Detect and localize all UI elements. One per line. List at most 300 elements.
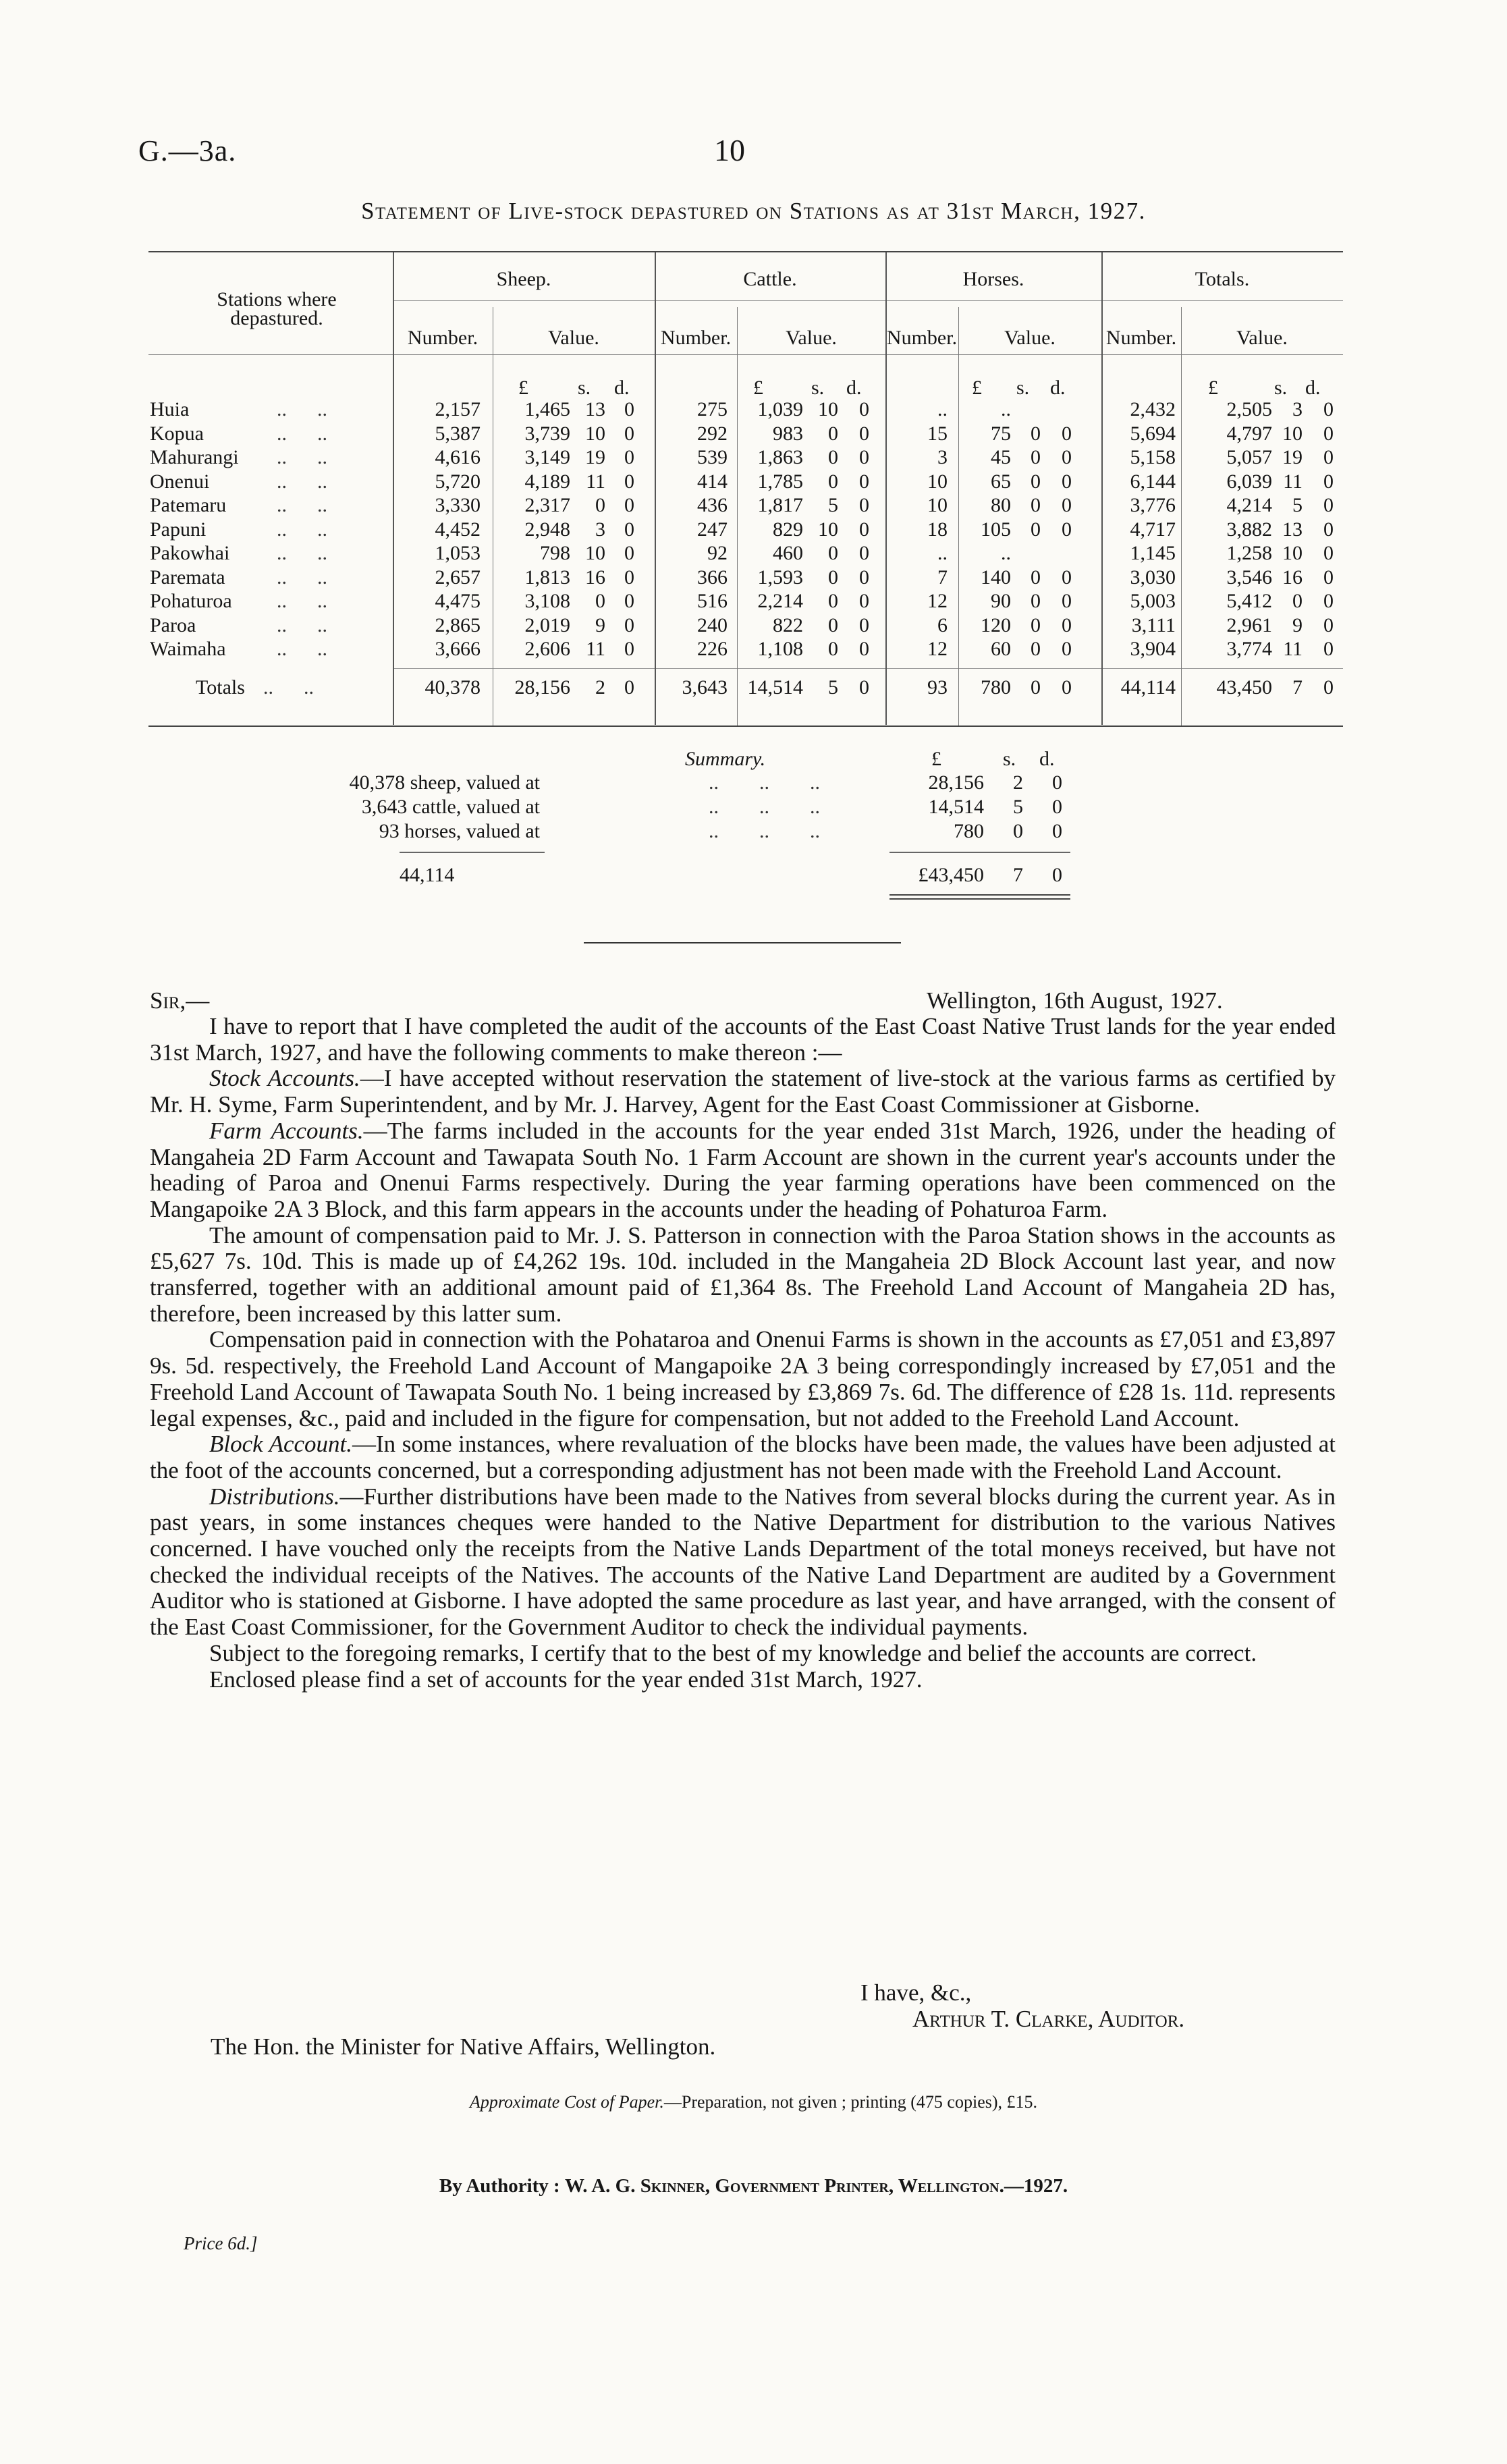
horses-d-cell: 0 xyxy=(1062,494,1072,516)
total-l-cell: 6,039 xyxy=(1226,470,1272,493)
horses-s-cell: 0 xyxy=(1031,518,1041,541)
sheep-s-cell: 2 xyxy=(595,676,605,699)
cattle-s-head: s. xyxy=(811,377,825,399)
total-n-cell: 1,145 xyxy=(1130,542,1176,564)
total-s-cell: 11 xyxy=(1283,638,1303,660)
cattle-d-cell: 0 xyxy=(859,518,869,541)
authority-text: W. A. G. Skinner, Government Printer, Wellington.—1927. xyxy=(564,2175,1068,2197)
leader-dots: .. .. .. xyxy=(709,820,820,842)
cattle-l-cell: 2,214 xyxy=(757,590,803,612)
horses-s-cell: 0 xyxy=(1031,676,1041,699)
sheep-d-cell: 0 xyxy=(624,422,634,445)
sheep-l-cell: 798 xyxy=(540,542,570,564)
totals-top-rule xyxy=(393,668,1343,669)
cattle-l-cell: 460 xyxy=(773,542,803,564)
horses-n-cell: 93 xyxy=(927,676,948,699)
cost-note xyxy=(0,2092,1507,2112)
printer-authority xyxy=(0,2175,1507,2197)
paragraph: The amount of compensation paid to Mr. J. S. Patterson in connection with the Paroa Station shows in the accounts as £5,627 7s. 10d. This is made up of £4,262 19s. 10d. included in the Mangaheia 2D Block Account last year, and now transferred, together with an additional amount paid of £1,364 8s. The Freehold Land Account of Mangaheia 2D has, therefore, been increased by this latter sum. xyxy=(150,1222,1336,1327)
total-d-cell: 0 xyxy=(1323,398,1334,420)
station-name: Paremata xyxy=(150,566,225,588)
horses-n-cell: 15 xyxy=(927,422,948,445)
leader-dots: .. .. xyxy=(277,613,327,636)
total-s-cell: 5 xyxy=(1292,494,1303,516)
horses-l-cell: .. xyxy=(1001,398,1011,420)
leader-dots: .. .. .. xyxy=(709,771,820,794)
horses-d-cell: 0 xyxy=(1062,676,1072,699)
cattle-n-cell: 247 xyxy=(697,518,728,541)
horses-n-cell: 12 xyxy=(927,638,948,660)
sheep-s-cell: 0 xyxy=(595,590,605,612)
cattle-l-cell: 1,817 xyxy=(757,494,803,516)
summary-title: Summary. xyxy=(685,748,766,770)
cattle-s-cell: 10 xyxy=(818,398,838,420)
sheep-n-cell: 3,666 xyxy=(435,638,481,660)
sheep-s-cell: 11 xyxy=(586,638,605,660)
sheep-s-cell: 11 xyxy=(586,470,605,493)
cattle-l-cell: 983 xyxy=(773,422,803,445)
page-number: 10 xyxy=(714,133,745,167)
summary-total-d: 0 xyxy=(1052,864,1062,886)
sheep-n-cell: 4,475 xyxy=(435,590,481,612)
sheep-s-cell: 16 xyxy=(585,566,605,588)
summary-line-pence: 0 xyxy=(1052,820,1062,842)
leader-dots: .. .. xyxy=(277,422,327,445)
total-s-cell: 10 xyxy=(1282,542,1303,564)
total-s-cell: 10 xyxy=(1282,422,1303,445)
sheep-l-cell: 2,019 xyxy=(524,613,570,636)
paragraph xyxy=(150,1431,1336,1483)
sheep-s-cell: 19 xyxy=(585,446,605,468)
sheep-d-cell: 0 xyxy=(624,613,634,636)
station-name: Pohaturoa xyxy=(150,590,232,612)
total-d-cell: 0 xyxy=(1323,638,1334,660)
horses-s-cell: 0 xyxy=(1031,638,1041,660)
horses-d-cell: 0 xyxy=(1062,422,1072,445)
station-name: Onenui xyxy=(150,470,210,493)
total-l-cell: 3,546 xyxy=(1226,566,1272,588)
total-n-cell: 5,158 xyxy=(1130,446,1176,468)
sheep-s-cell: 13 xyxy=(585,398,605,420)
horses-n-cell: .. xyxy=(937,398,948,420)
document-reference: G.—3a. xyxy=(138,134,237,167)
sub-number: Number. xyxy=(660,327,732,349)
total-d-cell: 0 xyxy=(1323,518,1334,541)
section-separator xyxy=(584,942,901,943)
total-n-cell: 3,030 xyxy=(1130,566,1176,588)
total-s-cell: 7 xyxy=(1292,676,1303,699)
sheep-n-cell: 5,720 xyxy=(435,470,481,493)
paragraph-heading: Stock Accounts. xyxy=(209,1065,360,1092)
total-l-cell: 2,961 xyxy=(1226,613,1272,636)
price: Price 6d.] xyxy=(184,2233,258,2253)
leader-dots: .. .. xyxy=(277,398,327,420)
summary-double-rule xyxy=(889,898,1070,900)
horses-l-cell: 60 xyxy=(991,638,1011,660)
horses-pound-head: £ xyxy=(972,377,982,399)
summary-line-pounds: 14,514 xyxy=(928,796,984,818)
total-l-cell: 3,882 xyxy=(1226,518,1272,541)
total-s-cell: 9 xyxy=(1292,613,1303,636)
cattle-l-cell: 1,108 xyxy=(757,638,803,660)
horses-n-cell: 3 xyxy=(937,446,948,468)
cattle-d-cell: 0 xyxy=(859,494,869,516)
total-d-head: d. xyxy=(1305,377,1321,399)
station-name: Waimaha xyxy=(150,638,226,660)
cattle-n-cell: 3,643 xyxy=(682,676,728,699)
sub-value: Value. xyxy=(1236,327,1288,349)
horses-d-cell: 0 xyxy=(1062,566,1072,588)
horses-s-cell: 0 xyxy=(1031,566,1041,588)
sheep-s-cell: 10 xyxy=(585,542,605,564)
total-l-cell: 2,505 xyxy=(1226,398,1272,420)
sheep-l-cell: 3,108 xyxy=(524,590,570,612)
total-n-cell: 6,144 xyxy=(1130,470,1176,493)
leader-dots: .. .. xyxy=(277,638,327,660)
cattle-l-cell: 1,863 xyxy=(757,446,803,468)
header-bottom-rule xyxy=(148,354,1343,355)
sub-number: Number. xyxy=(886,327,958,349)
total-pound-head: £ xyxy=(1208,377,1218,399)
horses-l-cell: 105 xyxy=(981,518,1011,541)
station-name: Pakowhai xyxy=(150,542,230,564)
cattle-d-cell: 0 xyxy=(859,542,869,564)
horses-s-cell: 0 xyxy=(1031,613,1041,636)
header-stations: Stations where depastured. xyxy=(217,288,337,329)
sheep-l-cell: 4,189 xyxy=(524,470,570,493)
horses-n-cell: 18 xyxy=(927,518,948,541)
header-sheep: Sheep. xyxy=(496,268,551,290)
sub-number: Number. xyxy=(1105,327,1177,349)
total-s-cell: 0 xyxy=(1292,590,1303,612)
paragraph: Enclosed please find a set of accounts for the year ended 31st March, 1927. xyxy=(209,1666,923,1693)
total-n-cell: 2,432 xyxy=(1130,398,1176,420)
leader-dots: .. .. xyxy=(263,676,314,699)
cattle-n-cell: 240 xyxy=(697,613,728,636)
sheep-n-cell: 2,157 xyxy=(435,398,481,420)
cattle-d-cell: 0 xyxy=(859,470,869,493)
paragraph: Compensation paid in connection with the Pohataroa and Onenui Farms is shown in the accounts as £7,051 and £3,897 9s. 5d. respectively, the Freehold Land Account of Mangapoike 2A 3 being correspondingly increased by £7,051 and the Freehold Land Account of Tawapata South No. 1 being increased by £3,869 7s. 6d. The difference of £28 1s. 11d. represents legal expenses, &c., paid and included in the figure for compensation, but not added to the Freehold Land Account. xyxy=(150,1326,1336,1431)
cattle-n-cell: 436 xyxy=(697,494,728,516)
total-l-cell: 5,412 xyxy=(1226,590,1272,612)
horses-n-cell: 12 xyxy=(927,590,948,612)
cattle-s-cell: 10 xyxy=(818,518,838,541)
summary-s-head: s. xyxy=(1003,748,1016,770)
sheep-n-cell: 5,387 xyxy=(435,422,481,445)
sub-value: Value. xyxy=(786,327,837,349)
cattle-d-cell: 0 xyxy=(859,676,869,699)
summary-line-pence: 0 xyxy=(1052,796,1062,818)
place-date: Wellington, 16th August, 1927. xyxy=(927,987,1223,1014)
sheep-n-cell: 2,865 xyxy=(435,613,481,636)
summary-line-pence: 0 xyxy=(1052,771,1062,794)
horses-n-cell: 10 xyxy=(927,494,948,516)
paragraph-text: —In some instances, where revaluation of the blocks have been made, the values have been adjusted at the foot of the accounts concerned, but a corresponding adjustment has not been made with the Freehold Land Account. xyxy=(150,1431,1336,1483)
total-n-cell: 3,111 xyxy=(1131,613,1176,636)
cattle-n-cell: 92 xyxy=(707,542,728,564)
sheep-n-cell: 4,616 xyxy=(435,446,481,468)
sub-value: Value. xyxy=(1004,327,1056,349)
total-n-cell: 44,114 xyxy=(1120,676,1176,699)
leader-dots: .. .. xyxy=(277,494,327,516)
sheep-d-cell: 0 xyxy=(624,542,634,564)
paragraph-text: —I have accepted without reservation the statement of live-stock at the various farms as certified by Mr. H. Syme, Farm Superintendent, and by Mr. J. Harvey, Agent for the East Coast Commissioner at Gisborne. xyxy=(150,1065,1336,1118)
leader-dots: .. .. .. xyxy=(709,796,820,818)
cattle-pound-head: £ xyxy=(753,377,763,399)
paragraph-heading: Distributions. xyxy=(209,1483,340,1510)
total-d-cell: 0 xyxy=(1323,446,1334,468)
sheep-n-cell: 4,452 xyxy=(435,518,481,541)
total-n-cell: 3,904 xyxy=(1130,638,1176,660)
cattle-d-cell: 0 xyxy=(859,446,869,468)
total-s-cell: 19 xyxy=(1282,446,1303,468)
horses-d-cell: 0 xyxy=(1062,470,1072,493)
total-s-cell: 16 xyxy=(1282,566,1303,588)
horses-d-cell: 0 xyxy=(1062,613,1072,636)
cattle-n-cell: 516 xyxy=(697,590,728,612)
paragraph-heading: Farm Accounts. xyxy=(209,1117,364,1144)
horses-d-cell: 0 xyxy=(1062,590,1072,612)
horses-n-cell: 7 xyxy=(937,566,948,588)
sheep-d-cell: 0 xyxy=(624,470,634,493)
leader-dots: .. .. xyxy=(277,590,327,612)
total-l-cell: 4,797 xyxy=(1226,422,1272,445)
cattle-s-cell: 0 xyxy=(828,470,838,493)
total-l-cell: 43,450 xyxy=(1216,676,1272,699)
header-horses: Horses. xyxy=(962,268,1024,290)
total-n-cell: 5,694 xyxy=(1130,422,1176,445)
sheep-d-head: d. xyxy=(614,377,630,399)
cattle-s-cell: 5 xyxy=(828,494,838,516)
cattle-l-cell: 822 xyxy=(773,613,803,636)
sheep-s-cell: 9 xyxy=(595,613,605,636)
cattle-n-cell: 275 xyxy=(697,398,728,420)
horses-d-head: d. xyxy=(1050,377,1066,399)
leader-dots: .. .. xyxy=(277,542,327,564)
summary-total-number: 44,114 xyxy=(400,864,455,886)
total-d-cell: 0 xyxy=(1323,613,1334,636)
leader-dots: .. .. xyxy=(277,566,327,588)
cattle-s-cell: 0 xyxy=(828,638,838,660)
total-s-cell: 3 xyxy=(1292,398,1303,420)
horses-l-cell: 90 xyxy=(991,590,1011,612)
table-top-rule xyxy=(148,251,1343,252)
paragraph xyxy=(150,1118,1336,1223)
cattle-d-cell: 0 xyxy=(859,590,869,612)
cattle-n-cell: 539 xyxy=(697,446,728,468)
sheep-l-cell: 3,739 xyxy=(524,422,570,445)
leader-dots: .. .. xyxy=(277,518,327,541)
sheep-d-cell: 0 xyxy=(624,590,634,612)
summary-line-text: 40,378 sheep, valued at xyxy=(349,771,540,794)
sheep-d-cell: 0 xyxy=(624,446,634,468)
cattle-l-cell: 829 xyxy=(773,518,803,541)
cattle-n-cell: 292 xyxy=(697,422,728,445)
total-d-cell: 0 xyxy=(1323,494,1334,516)
total-s-cell: 13 xyxy=(1282,518,1303,541)
summary-rule-right xyxy=(889,852,1070,853)
sheep-s-cell: 3 xyxy=(595,518,605,541)
sheep-s-cell: 10 xyxy=(585,422,605,445)
summary-line-pounds: 780 xyxy=(954,820,984,842)
paragraph-text: —The farms included in the accounts for the year ended 31st March, 1926, under the heading of Mangaheia 2D Farm Account and Tawapata South No. 1 Farm Account are shown in the current year's accounts under the heading of Paroa and Onenui Farms respectively. During the year farming operations have been commenced on the Mangapoike 2A 3 Block, and this farm appears in the accounts under the heading of Pohaturoa Farm. xyxy=(150,1117,1336,1222)
horses-n-cell: 10 xyxy=(927,470,948,493)
cattle-s-cell: 0 xyxy=(828,566,838,588)
total-l-cell: 3,774 xyxy=(1226,638,1272,660)
cattle-l-cell: 1,593 xyxy=(757,566,803,588)
summary-line-shillings: 0 xyxy=(1013,820,1023,842)
horses-s-head: s. xyxy=(1016,377,1030,399)
horses-l-cell: 140 xyxy=(981,566,1011,588)
cattle-d-cell: 0 xyxy=(859,566,869,588)
horses-l-cell: 45 xyxy=(991,446,1011,468)
sheep-d-cell: 0 xyxy=(624,494,634,516)
station-name: Totals xyxy=(196,676,245,699)
summary-total-s: 7 xyxy=(1013,864,1023,886)
total-d-cell: 0 xyxy=(1323,470,1334,493)
horses-n-cell: .. xyxy=(937,542,948,564)
sheep-l-cell: 2,948 xyxy=(524,518,570,541)
header-cattle: Cattle. xyxy=(743,268,797,290)
horses-s-cell: 0 xyxy=(1031,590,1041,612)
cattle-n-cell: 226 xyxy=(697,638,728,660)
horses-l-cell: 80 xyxy=(991,494,1011,516)
total-s-cell: 11 xyxy=(1283,470,1303,493)
horses-l-cell: 75 xyxy=(991,422,1011,445)
cattle-s-cell: 0 xyxy=(828,590,838,612)
cattle-n-cell: 366 xyxy=(697,566,728,588)
summary-total-value: £43,450 xyxy=(918,864,984,886)
cattle-s-cell: 5 xyxy=(828,676,838,699)
sheep-d-cell: 0 xyxy=(624,398,634,420)
table-bottom-rule xyxy=(148,725,1343,727)
cattle-n-cell: 414 xyxy=(697,470,728,493)
total-d-cell: 0 xyxy=(1323,566,1334,588)
station-name: Huia xyxy=(150,398,190,420)
total-s-head: s. xyxy=(1274,377,1288,399)
horses-s-cell: 0 xyxy=(1031,422,1041,445)
header-totals: Totals. xyxy=(1195,268,1250,290)
horses-s-cell: 0 xyxy=(1031,446,1041,468)
paragraph-text: —Further distributions have been made to the Natives from several blocks during the current year. As in past years, in some instances cheques were handed to the Native Department for distribution to the various Natives concerned. I have vouched only the receipts from the Native Lands Department of the total moneys received, but have not checked the individual receipts of the Natives. The accounts of the Native Land Department are audited by a Government Auditor who is stationed at Gisborne. I have adopted the same procedure as last year, and have arranged, with the consent of the East Coast Commissioner, for the Government Auditor to check the individual payments. xyxy=(150,1483,1336,1641)
sheep-d-cell: 0 xyxy=(624,676,634,699)
total-d-cell: 0 xyxy=(1323,542,1334,564)
paragraph-heading: Block Account. xyxy=(209,1431,353,1458)
total-n-cell: 3,776 xyxy=(1130,494,1176,516)
total-d-cell: 0 xyxy=(1323,422,1334,445)
sheep-l-cell: 28,156 xyxy=(514,676,570,699)
sheep-d-cell: 0 xyxy=(624,518,634,541)
horses-l-cell: 120 xyxy=(981,613,1011,636)
horses-d-cell: 0 xyxy=(1062,518,1072,541)
station-name: Papuni xyxy=(150,518,207,541)
cattle-d-head: d. xyxy=(846,377,862,399)
station-name: Kopua xyxy=(150,422,204,445)
horses-d-cell: 0 xyxy=(1062,638,1072,660)
sheep-n-cell: 1,053 xyxy=(435,542,481,564)
horses-s-cell: 0 xyxy=(1031,470,1041,493)
cattle-s-cell: 0 xyxy=(828,613,838,636)
total-d-cell: 0 xyxy=(1323,676,1334,699)
paragraph: Subject to the foregoing remarks, I certify that to the best of my knowledge and belief the accounts are correct. xyxy=(209,1639,1257,1666)
summary-d-head: d. xyxy=(1039,748,1055,770)
cattle-d-cell: 0 xyxy=(859,398,869,420)
horses-l-cell: 780 xyxy=(981,676,1011,699)
horses-n-cell: 6 xyxy=(937,613,948,636)
letter-body xyxy=(150,1014,1336,1693)
sheep-l-cell: 1,465 xyxy=(524,398,570,420)
sheep-d-cell: 0 xyxy=(624,566,634,588)
total-l-cell: 1,258 xyxy=(1226,542,1272,564)
horses-d-cell: 0 xyxy=(1062,446,1072,468)
sheep-d-cell: 0 xyxy=(624,638,634,660)
sub-number: Number. xyxy=(407,327,478,349)
horses-l-cell: 65 xyxy=(991,470,1011,493)
sheep-l-cell: 3,149 xyxy=(524,446,570,468)
sheep-n-cell: 2,657 xyxy=(435,566,481,588)
cattle-d-cell: 0 xyxy=(859,422,869,445)
addressee: The Hon. the Minister for Native Affairs, Wellington. xyxy=(211,2033,716,2060)
summary-rule-left xyxy=(400,852,545,853)
summary-line-text: 93 horses, valued at xyxy=(379,820,540,842)
summary-line-shillings: 5 xyxy=(1013,796,1023,818)
station-name: Paroa xyxy=(150,613,196,636)
paragraph xyxy=(150,1066,1336,1118)
summary-double-rule xyxy=(889,894,1070,896)
summary-line-shillings: 2 xyxy=(1013,771,1023,794)
sheep-s-cell: 0 xyxy=(595,494,605,516)
leader-dots: .. .. xyxy=(277,470,327,493)
cattle-d-cell: 0 xyxy=(859,613,869,636)
sheep-n-cell: 3,330 xyxy=(435,494,481,516)
total-l-cell: 4,214 xyxy=(1226,494,1272,516)
authority-label: By Authority : xyxy=(439,2175,560,2197)
paragraph: I have to report that I have completed the audit of the accounts of the East Coast Native Trust lands for the year ended 31st March, 1927, and have the following comments to make thereon :— xyxy=(150,1013,1336,1066)
total-d-cell: 0 xyxy=(1323,590,1334,612)
paragraph xyxy=(150,1484,1336,1641)
cost-label: Approximate Cost of Paper. xyxy=(469,2092,664,2112)
cattle-s-cell: 0 xyxy=(828,542,838,564)
sheep-n-cell: 40,378 xyxy=(424,676,481,699)
closing: I have, &c., xyxy=(860,1979,972,2006)
salutation: Sir,— xyxy=(150,987,210,1014)
horses-s-cell: 0 xyxy=(1031,494,1041,516)
cattle-s-cell: 0 xyxy=(828,422,838,445)
total-n-cell: 4,717 xyxy=(1130,518,1176,541)
cattle-l-cell: 1,785 xyxy=(757,470,803,493)
group-header-rule xyxy=(393,300,1343,301)
summary-line-pounds: 28,156 xyxy=(928,771,984,794)
cattle-d-cell: 0 xyxy=(859,638,869,660)
summary-pound-head: £ xyxy=(931,748,941,770)
total-l-cell: 5,057 xyxy=(1226,446,1272,468)
total-n-cell: 5,003 xyxy=(1130,590,1176,612)
sub-value: Value. xyxy=(548,327,599,349)
cost-text: —Preparation, not given ; printing (475 copies), £15. xyxy=(663,2092,1038,2112)
sheep-l-cell: 2,606 xyxy=(524,638,570,660)
station-name: Patemaru xyxy=(150,494,227,516)
cattle-l-cell: 1,039 xyxy=(757,398,803,420)
sheep-l-cell: 2,317 xyxy=(524,494,570,516)
statement-title: Statement of Live-stock depastured on Stations as at 31st March, 1927. xyxy=(361,198,1146,224)
sheep-s-head: s. xyxy=(578,377,591,399)
horses-l-cell: .. xyxy=(1001,542,1011,564)
sheep-l-cell: 1,813 xyxy=(524,566,570,588)
cattle-l-cell: 14,514 xyxy=(747,676,803,699)
signature: Arthur T. Clarke, Auditor. xyxy=(912,2006,1185,2032)
sheep-pound-head: £ xyxy=(518,377,528,399)
summary-line-text: 3,643 cattle, valued at xyxy=(361,796,540,818)
